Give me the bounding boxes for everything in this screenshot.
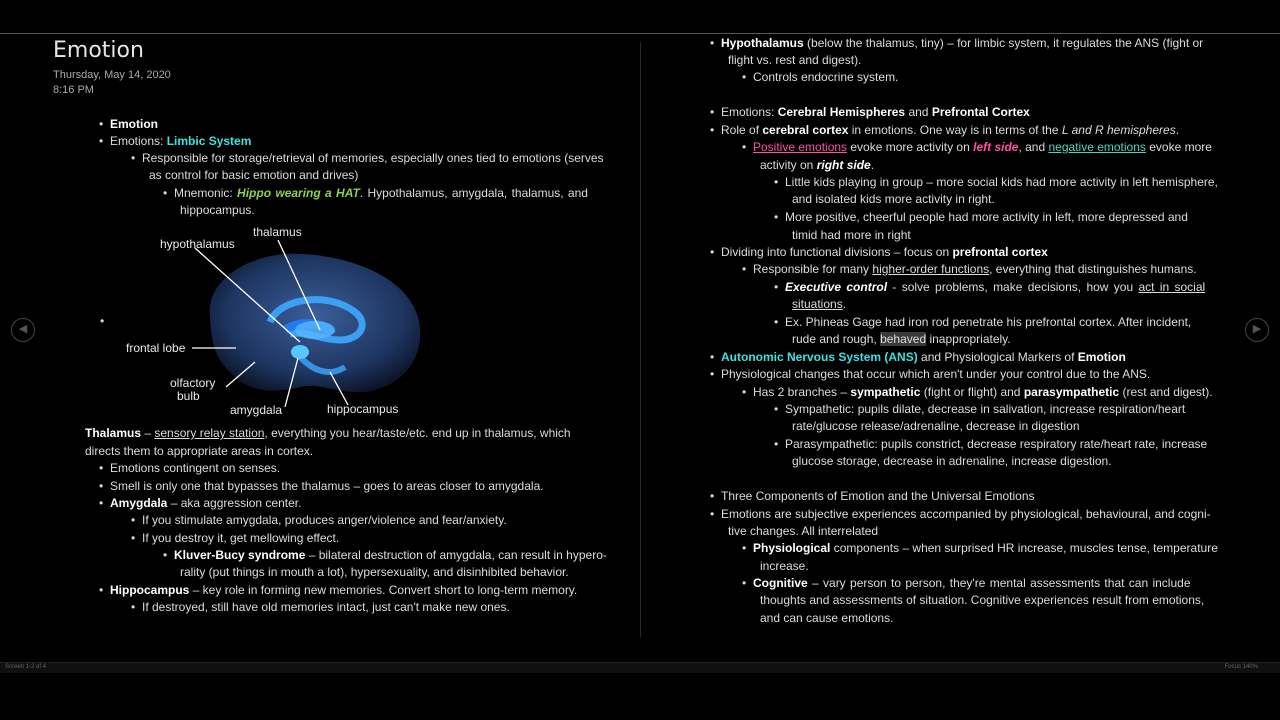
paragraph-cont: directs them to appropriate areas in cortex. xyxy=(85,444,314,458)
list-item: • Hypothalamus (below the thalamus, tiny) – for limbic system, it regulates the ANS (fight or xyxy=(721,35,1203,52)
list-item: • Little kids playing in group – more social kids had more activity in left hemisphere, xyxy=(785,174,1218,191)
list-item: • Physiological changes that occur which aren't under your control due to the ANS. xyxy=(721,366,1150,383)
list-item-cont: and can cause emotions. xyxy=(760,611,894,625)
list-item-cont: timid had more in right xyxy=(792,228,911,242)
status-page-count: Screen 1-2 of 4 xyxy=(5,664,47,670)
page-date xyxy=(53,68,171,98)
brain-image xyxy=(120,222,420,422)
page-divider xyxy=(640,42,641,637)
list-item: • Responsible for many higher-order functions, everything that distinguishes humans. xyxy=(753,261,1197,278)
list-item: • Emotions contingent on senses. xyxy=(110,460,280,477)
list-item: • If you stimulate amygdala, produces anger/violence and fear/anxiety. xyxy=(142,512,507,529)
list-item: • Autonomic Nervous System (ANS) and Physiological Markers of Emotion xyxy=(721,349,1126,366)
date-text: Thursday, May 14, 2020 xyxy=(53,69,171,81)
list-item-cont: glucose storage, decrease in adrenaline, increase digestion. xyxy=(792,454,1112,468)
brain-diagram xyxy=(120,222,420,422)
list-item: • If you destroy it, get mellowing effect. xyxy=(142,530,339,547)
list-item: • Mnemonic: Hippo wearing a HAT. Hypothalamus, amygdala, thalamus, and xyxy=(174,185,588,202)
list-item: • Dividing into functional divisions – focus on prefrontal cortex xyxy=(721,244,1048,261)
top-border xyxy=(0,33,1280,34)
list-item: • Executive control - solve problems, make decisions, how you act in social xyxy=(785,279,1205,296)
label-bulb: bulb xyxy=(177,389,200,403)
list-item-cont: activity on right side. xyxy=(760,158,875,172)
previous-page-button[interactable]: ◀ xyxy=(11,318,35,342)
list-item: • More positive, cheerful people had more activity in left, more depressed and xyxy=(785,209,1188,226)
list-item-cont: thoughts and assessments of situation. Cognitive experiences result from emotions, xyxy=(760,593,1205,607)
list-item: • Cognitive – vary person to person, they're mental assessments that can include xyxy=(753,575,1191,592)
list-item-cont: rate/glucose release/adrenaline, decrease in digestion xyxy=(792,419,1080,433)
page-title: Emotion xyxy=(53,38,144,63)
list-item: • Ex. Phineas Gage had iron rod penetrate his prefrontal cortex. After incident, xyxy=(785,314,1191,331)
paragraph: Thalamus – sensory relay station, everything you hear/taste/etc. end up in thalamus, which xyxy=(85,426,571,440)
list-item: • Has 2 branches – sympathetic (fight or flight) and parasympathetic (rest and digest). xyxy=(753,384,1213,401)
list-item: • Sympathetic: pupils dilate, decrease in salivation, increase respiration/heart xyxy=(785,401,1185,418)
list-item: • Role of cerebral cortex in emotions. One way is in terms of the L and R hemispheres. xyxy=(721,122,1179,139)
list-item: • If destroyed, still have old memories intact, just can't make new ones. xyxy=(142,599,510,616)
list-item-cont: rude and rough, behaved inappropriately. xyxy=(792,332,1011,346)
list-item-cont: tive changes. All interrelated xyxy=(728,524,879,538)
list-item: • Emotions: Limbic System xyxy=(110,133,251,150)
label-thalamus: thalamus xyxy=(253,225,302,239)
list-item-cont: as control for basic emotion and drives) xyxy=(149,168,359,182)
list-item-cont: flight vs. rest and digest). xyxy=(728,53,862,67)
list-item: • Emotions: Cerebral Hemispheres and Prefrontal Cortex xyxy=(721,104,1030,121)
status-bar xyxy=(0,662,1280,673)
list-item: • Smell is only one that bypasses the thalamus – goes to areas closer to amygdala. xyxy=(110,478,544,495)
label-olfactory: olfactory xyxy=(170,376,216,390)
list-item-cont: hippocampus. xyxy=(180,203,255,217)
list-item: • Amygdala – aka aggression center. xyxy=(110,495,301,512)
status-zoom[interactable]: Focus 140% xyxy=(1224,664,1258,670)
time-text: 8:16 PM xyxy=(53,84,94,96)
list-item: • Responsible for storage/retrieval of memories, especially ones tied to emotions (serves xyxy=(142,150,604,167)
next-page-button[interactable]: ▶ xyxy=(1245,318,1269,342)
list-item: • Positive emotions evoke more activity on left side, and negative emotions evoke more xyxy=(753,139,1212,156)
list-item: • Controls endocrine system. xyxy=(753,69,898,86)
list-item-cont: rality (put things in mouth a lot), hypersexuality, and disinhibited behavior. xyxy=(180,565,569,579)
label-hippocampus: hippocampus xyxy=(327,402,399,416)
list-item: • Three Components of Emotion and the Universal Emotions xyxy=(721,488,1035,505)
list-item-cont: and isolated kids more activity in right. xyxy=(792,192,995,206)
label-amygdala: amygdala xyxy=(230,403,283,417)
list-item: • Hippocampus – key role in forming new memories. Convert short to long-term memory. xyxy=(110,582,577,599)
label-hypothalamus: hypothalamus xyxy=(160,237,235,251)
list-item: • Kluver-Bucy syndrome – bilateral destruction of amygdala, can result in hypero- xyxy=(174,547,607,564)
list-item: • Physiological components – when surprised HR increase, muscles tense, temperature xyxy=(753,540,1218,557)
list-item: • Parasympathetic: pupils constrict, decrease respiratory rate/heart rate, increase xyxy=(785,436,1207,453)
label-frontal-lobe: frontal lobe xyxy=(126,341,186,355)
list-item-cont: situations. xyxy=(792,297,847,311)
list-item-cont: increase. xyxy=(760,559,809,573)
list-item: • Emotion xyxy=(110,116,158,133)
list-item: • Emotions are subjective experiences accompanied by physiological, behavioural, and cogni- xyxy=(721,506,1211,523)
